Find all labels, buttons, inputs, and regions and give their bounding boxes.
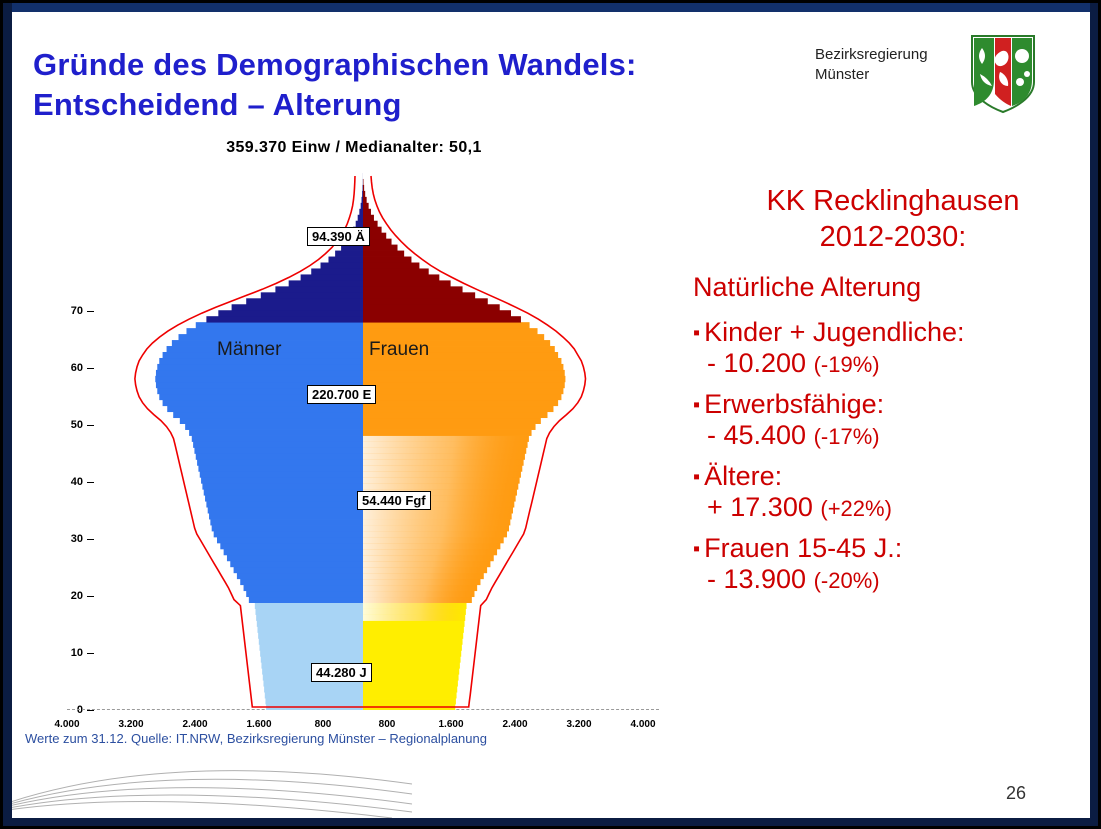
list-item bbox=[693, 533, 1093, 595]
bottom-border-band bbox=[3, 818, 1101, 826]
y-tick-60: 60 bbox=[70, 362, 83, 374]
y-tick-50: 50 bbox=[70, 419, 83, 431]
item-value: - 10.200 bbox=[707, 347, 807, 378]
organization-logo-text bbox=[815, 45, 928, 86]
annotation-frauen-gebaerfaehig: 54.440 Fgf bbox=[357, 491, 431, 510]
x-tick-right-3200: 3.200 bbox=[566, 719, 592, 730]
y-tick-0: 0 bbox=[76, 704, 83, 716]
list-item bbox=[693, 461, 1093, 523]
item-percent: (-17%) bbox=[813, 423, 880, 449]
item-label: Kinder + Jugendliche: bbox=[704, 316, 965, 347]
decorative-arcs bbox=[12, 738, 432, 818]
list-item bbox=[693, 389, 1093, 451]
slide-title-line2: Entscheidend – Alterung bbox=[33, 86, 402, 122]
slide-title-line1: Gründe des Demographischen Wandels: bbox=[33, 47, 637, 82]
right-heading-line2: 2012-2030: bbox=[819, 221, 967, 254]
x-tick-right-800: 800 bbox=[378, 719, 396, 730]
pyramid-bars bbox=[67, 173, 659, 710]
item-percent: (+22%) bbox=[820, 495, 892, 521]
x-tick-right-4000: 4.000 bbox=[630, 719, 656, 730]
item-percent: (-20%) bbox=[813, 567, 880, 593]
x-tick-left-800: 800 bbox=[314, 719, 332, 730]
x-tick-left-2400: 2.400 bbox=[182, 719, 208, 730]
slide-title bbox=[33, 45, 793, 124]
top-border-band bbox=[3, 3, 1101, 12]
source-note: Werte zum 31.12. Quelle: IT.NRW, Bezirksregierung Münster – Regionalplanung bbox=[25, 731, 487, 746]
y-tick-mark bbox=[87, 710, 94, 711]
chart-plot-area bbox=[39, 173, 659, 730]
item-label: Frauen 15-45 J.: bbox=[704, 532, 903, 563]
organization-name-line2: Münster bbox=[815, 66, 870, 84]
item-value: - 13.900 bbox=[707, 563, 807, 594]
x-tick-left-4000: 4.000 bbox=[54, 719, 80, 730]
series-label-female: Frauen bbox=[369, 339, 430, 360]
annotation-aeltere: 94.390 Ä bbox=[307, 227, 370, 246]
y-tick-20: 20 bbox=[70, 590, 83, 602]
right-heading-line1: KK Recklinghausen bbox=[766, 185, 1020, 217]
item-label: Erwerbsfähige: bbox=[704, 388, 885, 419]
y-tick-30: 30 bbox=[70, 533, 83, 545]
population-pyramid-chart bbox=[39, 133, 659, 730]
x-tick-left-3200: 3.200 bbox=[118, 719, 144, 730]
x-tick-left-1600: 1.600 bbox=[246, 719, 272, 730]
left-border-band bbox=[3, 3, 12, 829]
y-tick-40: 40 bbox=[70, 476, 83, 488]
item-value: - 45.400 bbox=[707, 419, 807, 450]
y-tick-10: 10 bbox=[70, 647, 83, 659]
x-tick-right-1600: 1.600 bbox=[438, 719, 464, 730]
series-label-male: Männer bbox=[217, 339, 282, 360]
annotation-erwerbsfaehige: 220.700 E bbox=[307, 385, 376, 404]
y-tick-70: 70 bbox=[70, 305, 83, 317]
list-item bbox=[693, 317, 1093, 379]
organization-name-line1: Bezirksregierung bbox=[815, 46, 928, 63]
page-number: 26 bbox=[1005, 783, 1026, 803]
right-text-column bbox=[693, 183, 1093, 605]
item-label: Ältere: bbox=[704, 460, 783, 491]
bullet-icon: ▪ bbox=[693, 465, 701, 488]
right-subheading: Natürliche Alterung bbox=[693, 271, 922, 302]
bullet-icon: ▪ bbox=[693, 393, 701, 416]
x-tick-right-2400: 2.400 bbox=[502, 719, 528, 730]
chart-title: 359.370 Einw / Medianalter: 50,1 bbox=[226, 139, 482, 156]
bullet-icon: ▪ bbox=[693, 321, 701, 344]
bullet-icon: ▪ bbox=[693, 537, 701, 560]
right-heading bbox=[693, 183, 1093, 256]
nrw-coat-of-arms-icon bbox=[970, 34, 1036, 114]
item-value: + 17.300 bbox=[707, 491, 813, 522]
annotation-jugendliche: 44.280 J bbox=[311, 663, 372, 682]
item-percent: (-19%) bbox=[813, 351, 880, 377]
